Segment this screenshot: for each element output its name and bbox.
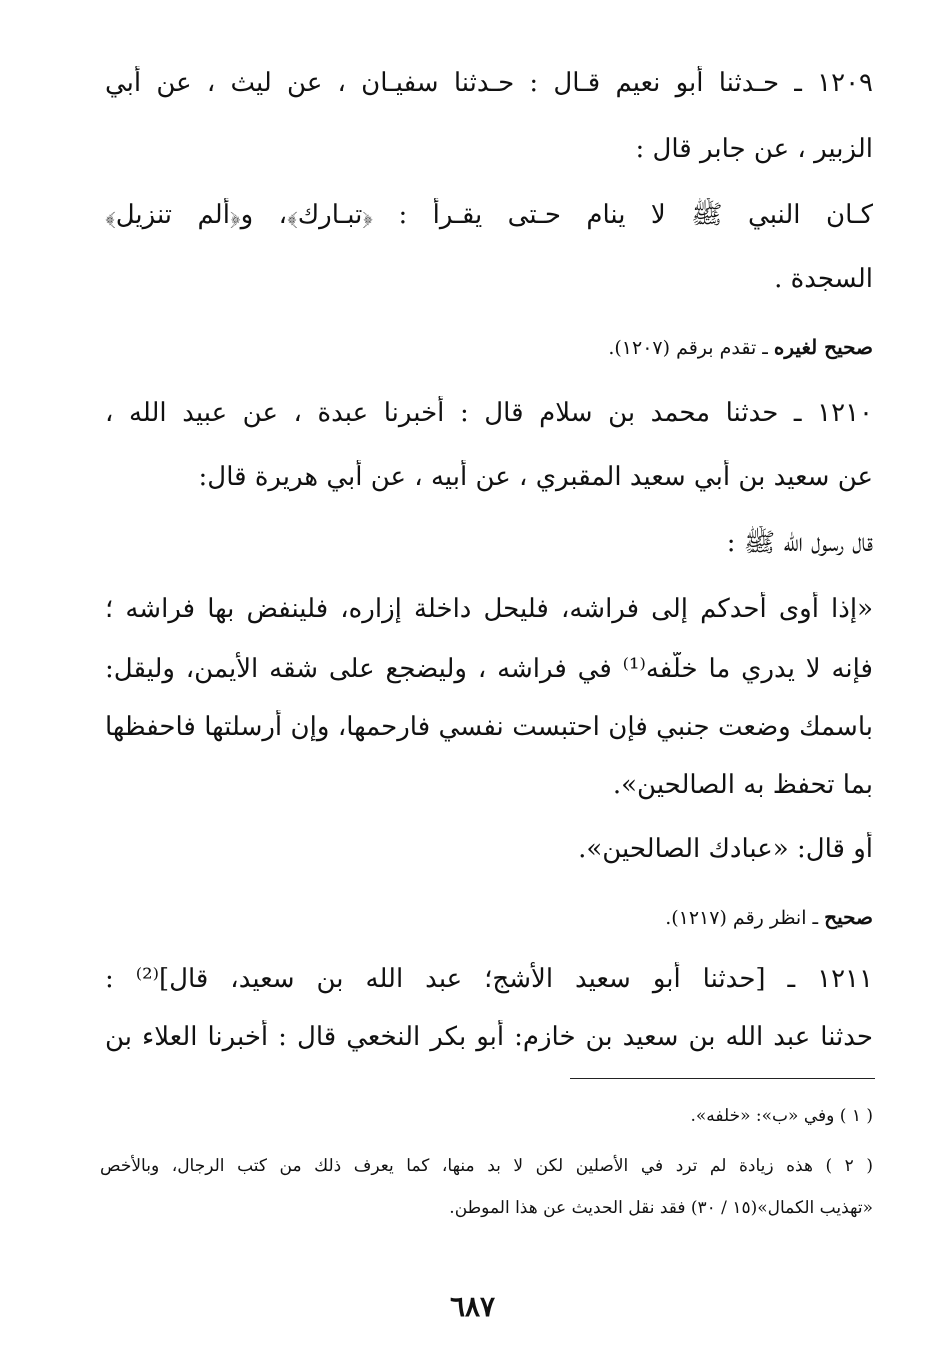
hadith-1209-line-3: كـان النبي ﷺ لا ينام حـتى يقـرأ : ﴿تبـارك﴾، و﴿ألم تنزيل﴾ [105,200,873,230]
grade-label: صحيح [824,905,873,929]
hadith-1210-line-3: قال رسول الله ﷺ : [726,528,873,558]
hadith-1211-line-1: ١٢١١ ـ [حدثنا أبو سعيد الأشج؛ عبد الله بن سعيد، قال]⁽²⁾ : [105,964,873,994]
hadith-1210-line-7: بما تحفظ به الصالحين». [612,770,873,800]
hadith-1210-line-4: «إذا أوى أحدكم إلى فراشه، فليحل داخلة إزاره، فلينفض بها فراشه ؛ [105,594,873,624]
grade-note: ـ تقدم برقم (١٢٠٧). [608,337,768,359]
hadith-1210-line-5: فإنه لا يدري ما خلّفه⁽¹⁾ في فراشه ، وليضجع على شقه الأيمن، وليقل: [105,654,873,684]
hadith-1209-line-4: السجدة . [774,264,873,294]
footnote-2-line-1: ( ٢ ) هذه زيادة لم ترد في الأصلين لكن لا بد منها، كما يعرف ذلك من كتب الرجال، وبالأخص [100,1156,873,1176]
hadith-1209-grade [300,334,873,361]
hadith-1210-line-2: عن سعيد بن أبي سعيد المقبري ، عن أبيه ، عن أبي هريرة قال: [198,462,873,492]
hadith-1209-line-1: ١٢٠٩ ـ حـدثنا أبو نعيم قـال : حـدثنا سفيـان ، عن ليث ، عن أبي [105,68,873,98]
footnote-1: ( ١ ) وفي «ب»: «خلفه». [690,1106,873,1126]
hadith-1209-line-2: الزبير ، عن جابر قال : [635,134,873,164]
hadith-1210-line-8: أو قال: «عبادك الصالحين». [578,834,873,864]
hadith-1211-line-2: حدثنا عبد الله بن سعيد بن خازم: أبو بكر النخعي قال : أخبرنا العلاء بن [105,1022,873,1052]
page-number: ٦٨٧ [449,1290,496,1323]
footnote-2-line-2: «تهذيب الكمال»(١٥ / ٣٠) فقد نقل الحديث عن هذا الموطن. [449,1198,873,1218]
hadith-1210-line-6: باسمك وضعت جنبي فإن احتبست نفسي فارحمها، وإن أرسلتها فاحفظها [105,712,873,742]
footnote-separator [570,1078,875,1079]
hadith-1210-grade [300,904,873,931]
grade-label: صحيح لغيره [773,335,873,359]
grade-note: ـ انظر رقم (١٢١٧). [665,907,819,929]
hadith-1210-line-1: ١٢١٠ ـ حدثنا محمد بن سلام قال : أخبرنا عبدة ، عن عبيد الله ، [105,398,873,428]
